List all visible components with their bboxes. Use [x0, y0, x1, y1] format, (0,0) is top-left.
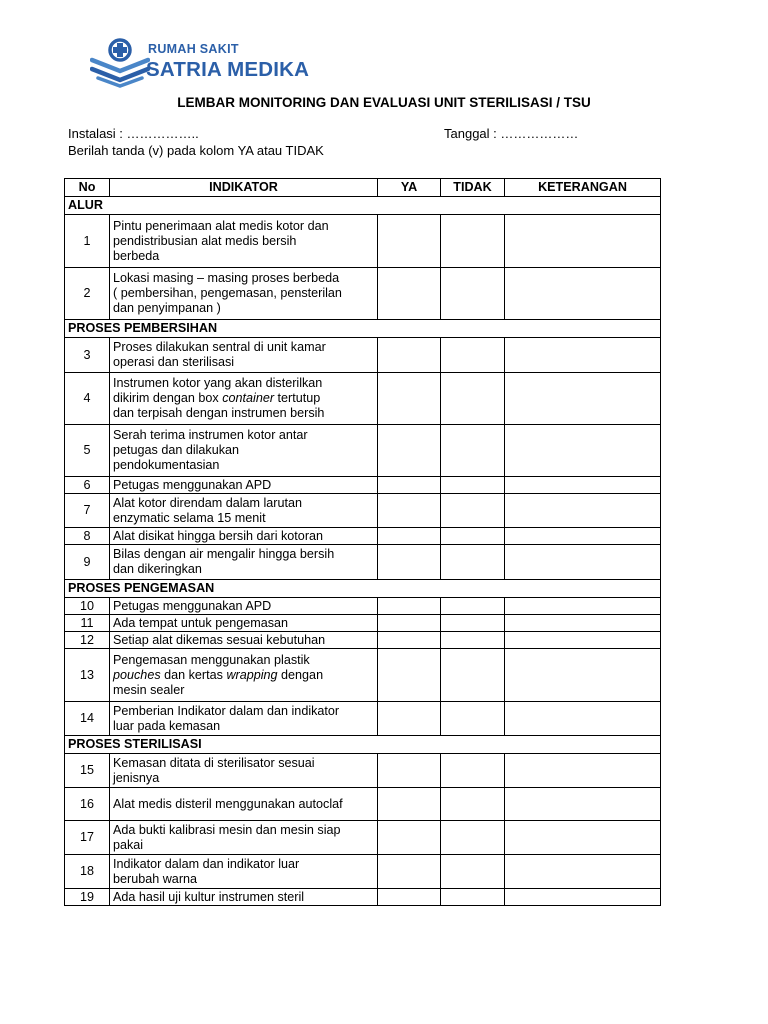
- ya-checkbox-cell[interactable]: [378, 598, 441, 615]
- table-row: [65, 821, 661, 855]
- keterangan-cell[interactable]: [505, 268, 661, 320]
- row-number: 17: [65, 821, 110, 855]
- keterangan-cell[interactable]: [505, 425, 661, 477]
- tidak-checkbox-cell[interactable]: [441, 821, 505, 855]
- row-number: 11: [65, 615, 110, 632]
- tidak-checkbox-cell[interactable]: [441, 702, 505, 736]
- keterangan-cell[interactable]: [505, 545, 661, 580]
- indicator-text: Alat kotor direndam dalam larutan enzymatic selama 15 menit: [110, 494, 378, 528]
- indicator-text: Instrumen kotor yang akan disterilkan dikirim dengan box container tertutup dan terpisah dengan instrumen bersih: [110, 373, 378, 425]
- ya-checkbox-cell[interactable]: [378, 788, 441, 821]
- row-number: 7: [65, 494, 110, 528]
- indicator-text: Petugas menggunakan APD: [110, 598, 378, 615]
- indicator-text: Ada bukti kalibrasi mesin dan mesin siap pakai: [110, 821, 378, 855]
- indicator-text: Lokasi masing – masing proses berbeda ( pembersihan, pengemasan, pensterilan dan penyimpanan ): [110, 268, 378, 320]
- column-header-ya: YA: [378, 179, 441, 197]
- table-row: [65, 889, 661, 906]
- table-row: [65, 545, 661, 580]
- indicator-text: Alat medis disteril menggunakan autoclaf: [110, 788, 378, 821]
- keterangan-cell[interactable]: [505, 855, 661, 889]
- tidak-checkbox-cell[interactable]: [441, 268, 505, 320]
- keterangan-cell[interactable]: [505, 788, 661, 821]
- ya-checkbox-cell[interactable]: [378, 545, 441, 580]
- row-number: 8: [65, 528, 110, 545]
- instalasi-field: Instalasi : ……………..: [68, 126, 199, 141]
- row-number: 12: [65, 632, 110, 649]
- row-number: 16: [65, 788, 110, 821]
- keterangan-cell[interactable]: [505, 754, 661, 788]
- ya-checkbox-cell[interactable]: [378, 649, 441, 702]
- table-row: [65, 528, 661, 545]
- table-row: [65, 788, 661, 821]
- indicator-text: Proses dilakukan sentral di unit kamar operasi dan sterilisasi: [110, 338, 378, 373]
- table-row: [65, 338, 661, 373]
- ya-checkbox-cell[interactable]: [378, 702, 441, 736]
- row-number: 3: [65, 338, 110, 373]
- keterangan-cell[interactable]: [505, 528, 661, 545]
- row-number: 10: [65, 598, 110, 615]
- table-row: [65, 373, 661, 425]
- ya-checkbox-cell[interactable]: [378, 528, 441, 545]
- tidak-checkbox-cell[interactable]: [441, 889, 505, 906]
- indicator-text: Pengemasan menggunakan plastik pouches dan kertas wrapping dengan mesin sealer: [110, 649, 378, 702]
- row-number: 9: [65, 545, 110, 580]
- keterangan-cell[interactable]: [505, 338, 661, 373]
- table-row: [65, 855, 661, 889]
- ya-checkbox-cell[interactable]: [378, 494, 441, 528]
- document-title: LEMBAR MONITORING DAN EVALUASI UNIT STERILISASI / TSU: [177, 95, 591, 110]
- column-header-keterangan: KETERANGAN: [505, 179, 661, 197]
- tidak-checkbox-cell[interactable]: [441, 598, 505, 615]
- indicator-text: Kemasan ditata di sterilisator sesuai jenisnya: [110, 754, 378, 788]
- checklist-table: [64, 178, 661, 906]
- tidak-checkbox-cell[interactable]: [441, 528, 505, 545]
- column-header-no: No: [65, 179, 110, 197]
- row-number: 5: [65, 425, 110, 477]
- indicator-text: Bilas dengan air mengalir hingga bersih dan dikeringkan: [110, 545, 378, 580]
- tidak-checkbox-cell[interactable]: [441, 494, 505, 528]
- table-row: [65, 268, 661, 320]
- logo-subtitle: RUMAH SAKIT: [148, 42, 239, 56]
- ya-checkbox-cell[interactable]: [378, 889, 441, 906]
- keterangan-cell[interactable]: [505, 702, 661, 736]
- row-number: 1: [65, 215, 110, 268]
- table-row: [65, 215, 661, 268]
- ya-checkbox-cell[interactable]: [378, 268, 441, 320]
- row-number: 13: [65, 649, 110, 702]
- section-row: [65, 197, 661, 215]
- table-row: [65, 494, 661, 528]
- indicator-text: Indikator dalam dan indikator luar berubah warna: [110, 855, 378, 889]
- tidak-checkbox-cell[interactable]: [441, 338, 505, 373]
- instruction-text: Berilah tanda (v) pada kolom YA atau TIDAK: [68, 143, 324, 158]
- keterangan-cell[interactable]: [505, 215, 661, 268]
- table-row: [65, 425, 661, 477]
- cross-shield-icon: [90, 38, 150, 90]
- tidak-checkbox-cell[interactable]: [441, 477, 505, 494]
- table-row: [65, 615, 661, 632]
- indicator-text: Alat disikat hingga bersih dari kotoran: [110, 528, 378, 545]
- tidak-checkbox-cell[interactable]: [441, 425, 505, 477]
- tidak-checkbox-cell[interactable]: [441, 215, 505, 268]
- table-row: [65, 649, 661, 702]
- keterangan-cell[interactable]: [505, 598, 661, 615]
- row-number: 6: [65, 477, 110, 494]
- tidak-checkbox-cell[interactable]: [441, 615, 505, 632]
- ya-checkbox-cell[interactable]: [378, 632, 441, 649]
- keterangan-cell[interactable]: [505, 889, 661, 906]
- column-header-indikator: INDIKATOR: [110, 179, 378, 197]
- table-row: [65, 754, 661, 788]
- table-row: [65, 598, 661, 615]
- column-header-tidak: TIDAK: [441, 179, 505, 197]
- row-number: 14: [65, 702, 110, 736]
- hospital-logo: [90, 38, 360, 90]
- row-number: 18: [65, 855, 110, 889]
- section-title: PROSES PENGEMASAN: [65, 580, 661, 598]
- section-row: [65, 580, 661, 598]
- tidak-checkbox-cell[interactable]: [441, 855, 505, 889]
- keterangan-cell[interactable]: [505, 615, 661, 632]
- section-title: PROSES PEMBERSIHAN: [65, 320, 661, 338]
- tidak-checkbox-cell[interactable]: [441, 545, 505, 580]
- table-row: [65, 477, 661, 494]
- ya-checkbox-cell[interactable]: [378, 821, 441, 855]
- ya-checkbox-cell[interactable]: [378, 855, 441, 889]
- indicator-text: Petugas menggunakan APD: [110, 477, 378, 494]
- ya-checkbox-cell[interactable]: [378, 477, 441, 494]
- ya-checkbox-cell[interactable]: [378, 425, 441, 477]
- section-title: ALUR: [65, 197, 661, 215]
- ya-checkbox-cell[interactable]: [378, 754, 441, 788]
- keterangan-cell[interactable]: [505, 494, 661, 528]
- section-title: PROSES STERILISASI: [65, 736, 661, 754]
- table-header-row: [65, 179, 661, 197]
- section-row: [65, 320, 661, 338]
- indicator-text: Ada hasil uji kultur instrumen steril: [110, 889, 378, 906]
- ya-checkbox-cell[interactable]: [378, 615, 441, 632]
- keterangan-cell[interactable]: [505, 632, 661, 649]
- section-row: [65, 736, 661, 754]
- tidak-checkbox-cell[interactable]: [441, 373, 505, 425]
- tidak-checkbox-cell[interactable]: [441, 754, 505, 788]
- row-number: 15: [65, 754, 110, 788]
- keterangan-cell[interactable]: [505, 373, 661, 425]
- tidak-checkbox-cell[interactable]: [441, 649, 505, 702]
- indicator-text: Pintu penerimaan alat medis kotor dan pendistribusian alat medis bersih berbeda: [110, 215, 378, 268]
- keterangan-cell[interactable]: [505, 649, 661, 702]
- tidak-checkbox-cell[interactable]: [441, 788, 505, 821]
- keterangan-cell[interactable]: [505, 821, 661, 855]
- ya-checkbox-cell[interactable]: [378, 338, 441, 373]
- tanggal-field: Tanggal : ………………: [444, 126, 579, 141]
- indicator-text: Pemberian Indikator dalam dan indikator luar pada kemasan: [110, 702, 378, 736]
- row-number: 2: [65, 268, 110, 320]
- logo-title: SATRIA MEDIKA: [146, 58, 310, 81]
- tidak-checkbox-cell[interactable]: [441, 632, 505, 649]
- row-number: 4: [65, 373, 110, 425]
- keterangan-cell[interactable]: [505, 477, 661, 494]
- indicator-text: Serah terima instrumen kotor antar petugas dan dilakukan pendokumentasian: [110, 425, 378, 477]
- table-row: [65, 632, 661, 649]
- table-row: [65, 702, 661, 736]
- indicator-text: Setiap alat dikemas sesuai kebutuhan: [110, 632, 378, 649]
- ya-checkbox-cell[interactable]: [378, 215, 441, 268]
- row-number: 19: [65, 889, 110, 906]
- ya-checkbox-cell[interactable]: [378, 373, 441, 425]
- indicator-text: Ada tempat untuk pengemasan: [110, 615, 378, 632]
